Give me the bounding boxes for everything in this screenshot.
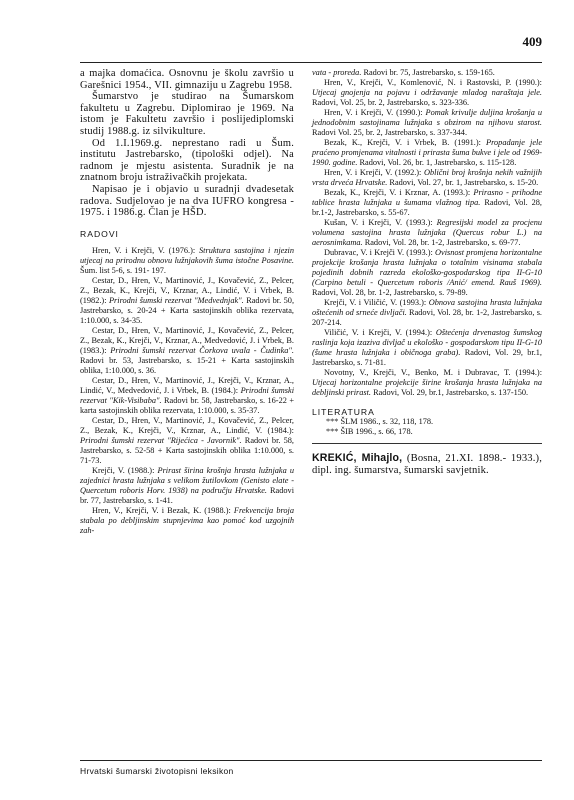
reference-item [312, 218, 542, 248]
bio-paragraph: a majka domaćica. Osnovnu je školu završio u Garešnici 1954., VII. gimnaziju u Zagrebu 1958. [80, 68, 294, 91]
next-entry [312, 452, 542, 477]
reference-title: Oblični broj krošnja nekih važnijih vrsta drveća Hrvatske. [312, 168, 543, 187]
reference-item [80, 246, 294, 276]
reference-item [312, 368, 542, 398]
reference-authors: Kušan, V. i Krejči, V. (1993.): [324, 218, 437, 227]
reference-item [312, 328, 542, 368]
entry-divider [312, 443, 542, 444]
reference-source: Radovi, Vol. 28, br. 1-2, Jastrebarsko, s. 69-77. [362, 238, 521, 247]
reference-item [312, 188, 542, 218]
reference-source: Radovi, Vol. 25, br. 2, Jastrebarsko, s. 323-336. [312, 98, 470, 107]
reference-authors: Hren, V. i Krejči, V. (1992.): [324, 168, 425, 177]
reference-title: Ovisnost promjena horizontalne projekcije krošanja hrasta lužnjaka o totalnim visinama stabala pojedinih dobnih razreda ekološko-gospodarskog tipa II-G-10 (Carpino betuli - Quercetum roboris /Anić/ emend. Rauš 1969). [312, 248, 542, 287]
reference-item [80, 376, 294, 416]
section-heading-literatura: LITERATURA [312, 407, 375, 417]
bio-paragraph: Od 1.I.1969.g. neprestano radi u Šum. institutu Jastrebarsko, (tipološki odjel). Na radnom je mjestu asistenta. Suradnik je na znatnom broju istraživačkih projekata. [80, 137, 294, 184]
reference-source: Radovi Vol. 25, br. 2, Jastrebarsko, s. 337-344. [312, 128, 468, 137]
bio-paragraph: Napisao je i objavio u suradnji dvadesetak radova. Sudjelovao je na dva IUFRO kongresa - 1975. i 1986.g. Član je HŠD. [80, 183, 294, 219]
reference-source: Radovi br. 77, Jastrebarsko, s. 1-41. [80, 485, 294, 505]
reference-title: Prirodni šumski rezervat "Medvednjak". [108, 295, 244, 305]
reference-title: Utjecaj horizontalne projekcije širine krošanja hrasta lužnjaka na debljinski prirast. [312, 378, 542, 397]
reference-source: Radovi, Vol. 27, br. 1, Jastrebarsko, s. 15-20. [387, 178, 539, 187]
reference-authors: Bezak, K., Krejči, V. i Krznar, A. (1993.): [324, 188, 474, 197]
reference-item [80, 416, 294, 466]
reference-source: Radovi, Vol. 28, br.1-2, Jastrebarsko, s. 55-67. [312, 198, 542, 217]
reference-title: Propadanje jele praćeno promjenama vitalnosti i prirasta šuma bukve i jele od 1969-1990. godine. [312, 138, 542, 167]
reference-title: Regresijski model za procjenu volumena sastojina hrasta lužnjaka (Quercus robur L.) na aerosnimkama. [312, 218, 542, 247]
reference-title: Frekvencija broja stabala po debljinskim stupnjevima kao pomoć kod uzgojnih zah- [80, 505, 294, 535]
left-column [80, 68, 294, 536]
reference-authors: Cestar, D., Hren, V., Martinović, J., Krejči, V., Krznar, A., Lindić, V., Medvedović, J. i Vrbek, B. (1984.): [80, 375, 294, 395]
reference-title: Prirodni šumski rezervat "Rijećica - Javornik". [80, 435, 242, 445]
reference-source: Šum. list 5-6, s. 191- 197. [80, 265, 166, 275]
reference-title: Prirodni šumski rezervat Čorkova uvala - Čudinka". [110, 345, 294, 355]
reference-item [312, 68, 542, 78]
reference-title: Prirast širina krošnja hrasta lužnjaka u zajednici hrasta lužnjaka s velikom žutilovkom (Genisto elate - Quercetum roboris Horv. 1938) na području Hrvatske. [80, 465, 294, 495]
reference-title: Prirodni šumski rezervat "Kik-Visibaba". [80, 385, 294, 405]
reference-source: Radovi br. 50, Jastrebarsko, s. 20-24 + Karta sastojinskih oblika rezervata, 1:10.000, s. 34-35. [80, 295, 295, 325]
literature-item: *** ŠLM 1986., s. 32, 118, 178. [326, 417, 434, 426]
reference-title: Oštećenja drvenastog šumskog raslinja koja izaziva divljač u ekološko - gospodarskom tipu II-G-10 (šume hrasta lužnjaka i običnoga graba). [312, 328, 542, 357]
reference-item [312, 248, 542, 298]
page-number: 409 [522, 34, 542, 49]
reference-authors: Bezak, K., Krejči, V. i Vrbek, B. (1991.): [324, 138, 487, 147]
reference-source: Radovi br. 58, Jastrebarsko, s. 52-58 + Karta sastojinskih oblika 1:10.000, s. 71-73. [80, 435, 295, 465]
reference-authors: Novotny, V., Krejči, V., Benko, M. i Dubravac, T. (1994.): [324, 368, 542, 377]
header-rule [80, 62, 542, 63]
reference-authors: Viličić, V. i Krejči, V. (1994.): [324, 328, 436, 337]
reference-source: Radovi br. 75, Jastrebarsko, s. 159-165. [361, 68, 495, 77]
reference-source: Radovi, Vol. 29, br.1, Jastrebarsko, s. 137-150. [371, 388, 529, 397]
literature-item: *** ŠIB 1996., s. 66, 178. [326, 427, 413, 436]
reference-source: Radovi, Vol. 26, br. 1, Jastrebarsko, s. 115-128. [357, 158, 517, 167]
reference-source: Radovi, Vol. 28, br. 1-2, Jastrebarsko, s. 207-214. [312, 308, 542, 327]
footer-title: Hrvatski šumarski životopisni leksikon [80, 766, 234, 776]
reference-source: Radovi, Vol. 29, br.1, Jastrebarsko, s. 71-81. [312, 348, 542, 367]
reference-item [312, 168, 542, 188]
section-heading-radovi: RADOVI [80, 228, 119, 239]
reference-authors: Hren, V., Krejči, V., Komlenović, N. i Rastovski, P. (1990.): [324, 78, 542, 87]
bio-paragraph: Šumarstvo je studirao na Šumarskom fakultetu u Zagrebu. Diplomirao je 1969. Na istom je Fakultetu završio i poslijediplomski studij 1988.g. iz silvikulture. [80, 91, 294, 137]
reference-title: Utjecaj gnojenja na pojavu i održavanje mladog naraštaja jele. [312, 88, 542, 97]
reference-authors: Cestar, D., Hren, V., Martinović, J., Kovačević, Z., Pelcer, Z., Bezak, K., Krejči, V., Krznar, A., Medvedović, J. i Vrbek, B. (1983.): [80, 325, 294, 355]
reference-source: Radovi br. 58, Jastrebarsko, s. 16-22 + karta sastojinskih oblika rezervata, 1:10.000, s. 35-37. [80, 395, 294, 415]
reference-authors: Krejči, V. i Viličić, V. (1993.): [324, 298, 429, 307]
reference-item [80, 466, 294, 506]
reference-list-left [80, 246, 294, 536]
biography-text [80, 68, 294, 219]
reference-title: Prirasno - prihodne tablice hrasta lužnjaka u šumama vlažnog tipa. [312, 188, 542, 207]
reference-source: Radovi br. 53, Jastrebarsko, s. 15-21 + Karta sastojinskih oblika, 1:10.000, s. 36. [80, 355, 294, 375]
reference-item [80, 506, 294, 536]
footer-rule [80, 760, 542, 761]
reference-authors: Dubravac, V. i Krejči V. (1993.): [324, 248, 436, 257]
reference-authors: Hren, V. i Krejči, V. (1976.): [92, 245, 200, 255]
reference-item [80, 276, 294, 326]
reference-item [312, 108, 542, 138]
reference-authors: Krejči, V. (1988.): [92, 465, 158, 475]
reference-authors: Cestar, D., Hren, V., Martinović, J., Kovačević, Z., Pelcer, Z., Bezak, K., Krejči, V., Krznar, A., Lindić, V. i Vrbek, B. (1982.): [80, 275, 294, 305]
reference-title: vata - proreda. [312, 68, 362, 77]
reference-title: Obnova sastojina hrasta lužnjaka oštećenih od srneće divljači. [312, 298, 543, 317]
reference-item [312, 78, 542, 108]
reference-title: Pomak krivulje duljina krošanja u jednodobnim sastojinama lužnjaka s obzirom na njihovu starost. [312, 108, 542, 127]
reference-title: Struktura sastojina i njezin utjecaj na prirodnu obnovu lužnjakovih šuma istočne Posavine. [80, 245, 294, 265]
reference-item [312, 138, 542, 168]
reference-list-right [312, 68, 542, 398]
reference-authors: Cestar, D., Hren, V., Martinović, J., Kovačević, Z., Pelcer, Z., Bezak, K., Krejči, V., Krznar, A., Lindić, V. (1984.): [80, 415, 294, 435]
reference-item [312, 298, 542, 328]
reference-item [80, 326, 294, 376]
reference-authors: Hren, V., Krejči, V. i Bezak, K. (1988.): [92, 505, 234, 515]
reference-authors: Hren, V. i Krejči, V. (1990.): [324, 108, 426, 117]
entry-details: (Bosna, 21.XI. 1898.- 1933.), dipl. ing. šumarstva, šumarski savjetnik. [312, 453, 542, 476]
entry-name: KREKIĆ, Mihajlo, [312, 452, 403, 464]
right-column [312, 68, 542, 477]
reference-source: Radovi, Vol. 28, br. 1-2, Jastrebarsko, s. 79-89. [312, 288, 468, 297]
